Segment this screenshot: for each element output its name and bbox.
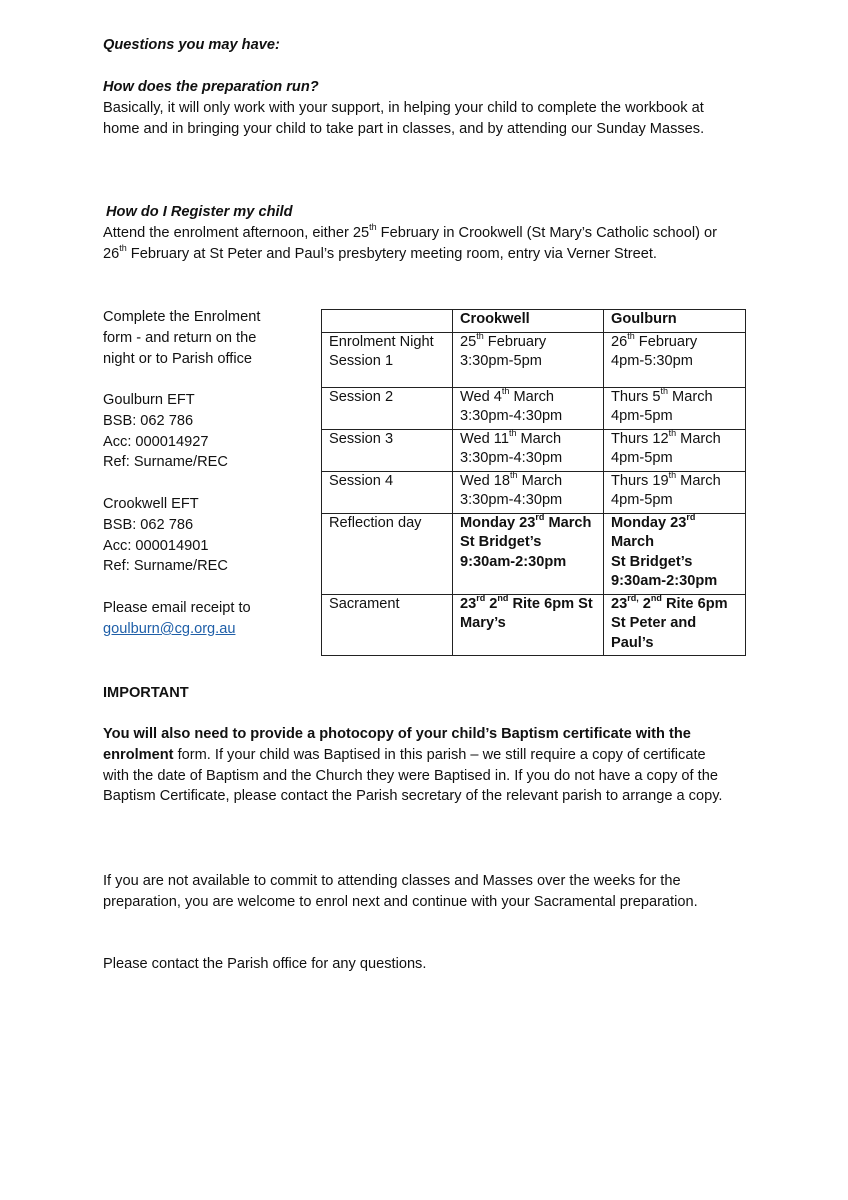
table-header-row (322, 310, 746, 333)
crookwell-cell (453, 471, 604, 513)
crookwell-cell (453, 332, 604, 387)
cell-line: Thurs 12th March (611, 427, 721, 447)
contact-line: Please contact the Parish office for any questions. (103, 956, 427, 972)
cell-line: 26th February (611, 330, 698, 350)
crookwell-ref-line: Ref: Surname/REC (103, 558, 228, 575)
email-block (103, 598, 303, 640)
goulburn-cell (604, 429, 746, 471)
cell-line: 25th February (460, 330, 547, 350)
cell-line: Wed 18th March (460, 469, 563, 489)
crookwell-eft-line: Crookwell EFT (103, 496, 199, 512)
cell-line: 3:30pm-4:30pm (460, 408, 563, 424)
cell-line: 3:30pm-4:30pm (460, 450, 563, 466)
goulburn-eft-block (103, 390, 303, 473)
cell-line: 4pm-5pm (611, 492, 673, 508)
q2-body (103, 223, 743, 265)
goulburn-bsb-line: BSB: 062 786 (103, 412, 194, 429)
q1-body: Basically, it will only work with your support, in helping your child to complete the workbook at home and in bringing your child to take part in classes, and by attending our Sunday Masses. (103, 100, 705, 137)
cell-line: Monday 23rd (611, 511, 696, 531)
label-line: Session 2 (329, 388, 394, 405)
goulburn-cell (604, 471, 746, 513)
email-link[interactable]: goulburn@cg.org.au (103, 620, 236, 637)
email-instruction: Please email receipt to (103, 600, 251, 616)
table-row (322, 332, 746, 387)
cell-line: 4pm-5:30pm (611, 353, 693, 369)
crookwell-eft-block (103, 494, 303, 577)
row-label (322, 471, 453, 513)
crookwell-bsb-line: BSB: 062 786 (103, 516, 194, 533)
goulburn-eft-line: Goulburn EFT (103, 392, 195, 408)
cell-line: 9:30am-2:30pm (611, 573, 718, 589)
crookwell-cell (453, 429, 604, 471)
q2-sup1: th (369, 222, 377, 233)
q2-part1: Attend the enrolment afternoon, either 25 (103, 225, 370, 241)
row-label (322, 387, 453, 429)
schedule-table (321, 309, 746, 656)
q1-title: How does the preparation run? (103, 79, 319, 95)
cell-line: March (611, 534, 654, 550)
cell-line: 4pm-5pm (611, 450, 673, 466)
table-header-crookwell: Crookwell (453, 310, 604, 333)
enrolment-instructions: Complete the Enrolment form - and return on the night or to Parish office (103, 309, 261, 367)
goulburn-cell (604, 387, 746, 429)
table-row (322, 387, 746, 429)
important-rest: form. If your child was Baptised in this parish – we still require a copy of certificate with the date of Baptism and the Church they were Baptised in. If you do not have a copy of the Baptism Certificate, please contact the Parish secretary of the relevant parish to arrange a copy. (103, 746, 723, 805)
q2-sup2: th (119, 242, 127, 253)
table-row (322, 429, 746, 471)
label-line: Enrolment Night (329, 333, 434, 350)
row-label (322, 429, 453, 471)
label-line: Session 4 (329, 472, 394, 489)
cell-line: 3:30pm-5pm (460, 353, 542, 369)
row-label (322, 332, 453, 387)
table-row (322, 471, 746, 513)
crookwell-cell (453, 513, 604, 594)
cell-line: Thurs 5th March (611, 385, 713, 405)
cell-line: Wed 11th March (460, 427, 562, 447)
q2-title: How do I Register my child (106, 204, 293, 220)
crookwell-cell (453, 387, 604, 429)
cell-line: $23^{rd,}$ 2nd Rite 6pm (611, 592, 728, 612)
cell-line: Wed 4th March (460, 385, 555, 405)
availability-paragraph: If you are not available to commit to attending classes and Masses over the weeks for the preparation, you are welcome to enrol next and continue with your Sacramental preparation. (103, 873, 698, 910)
cell-line: Monday 23rd March (460, 511, 592, 531)
table-header-empty (322, 310, 453, 333)
crookwell-cell (453, 594, 604, 656)
goulburn-cell (604, 594, 746, 656)
important-title: IMPORTANT (103, 685, 189, 701)
goulburn-cell (604, 513, 746, 594)
table-row (322, 594, 746, 656)
table-header-goulburn: Goulburn (604, 310, 746, 333)
crookwell-acc-line: Acc: 000014901 (103, 537, 209, 554)
table-row (322, 513, 746, 594)
goulburn-acc-line: Acc: 000014927 (103, 433, 209, 450)
label-line: Session 3 (329, 430, 394, 447)
cell-line: 3:30pm-4:30pm (460, 492, 563, 508)
cell-line: Mary’s (460, 615, 506, 631)
goulburn-cell (604, 332, 746, 387)
cell-line: 9:30am-2:30pm (460, 553, 567, 570)
cell-line: St Bridget’s (460, 534, 542, 550)
goulburn-ref-line: Ref: Surname/REC (103, 454, 228, 471)
label-line: Reflection day (329, 514, 422, 531)
page-heading: Questions you may have: (103, 37, 280, 53)
label-line: Sacrament (329, 595, 400, 612)
cell-line: 4pm-5pm (611, 408, 673, 424)
cell-line: 23rd 2nd Rite 6pm St (460, 592, 593, 612)
q2-part2: February in Crookwell (St Mary’s Catholic school) or 26 (103, 225, 717, 262)
q2-part3: February at St Peter and Paul’s presbytery meeting room, entry via Verner Street. (126, 245, 657, 262)
cell-line: St Bridget’s (611, 553, 693, 570)
row-label (322, 513, 453, 594)
row-label (322, 594, 453, 656)
important-bold-part: You will also need to provide a photocopy of your child’s Baptism certificate with the enrolment (103, 726, 691, 763)
cell-line: St Peter and Paul’s (611, 615, 697, 651)
important-body (103, 724, 728, 807)
label-line: Session 1 (329, 353, 394, 369)
cell-line: Thurs 19th March (611, 469, 721, 489)
